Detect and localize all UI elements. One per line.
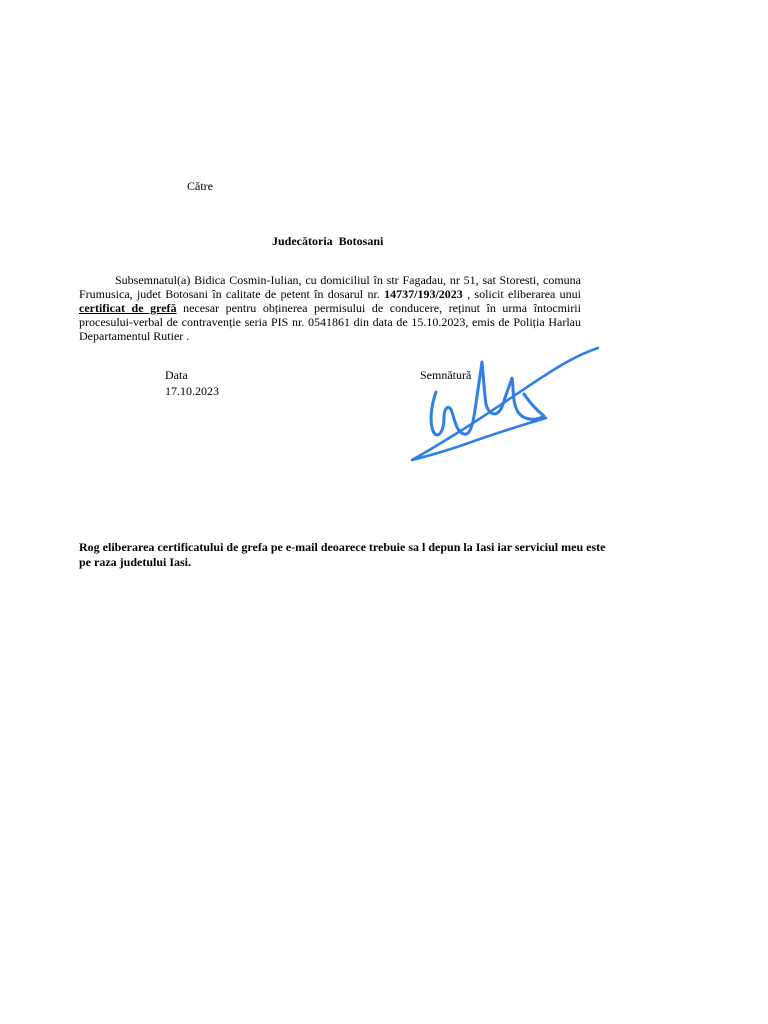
request-paragraph [79, 273, 581, 343]
certificate-term: certificat de grefă [79, 301, 177, 316]
body-text-reason: necesar pentru obținerea permisului de conducere, reținut în urma întocmirii procesului-verbal de contravenție seria PIS nr. 0541861 din data de 15.10.2023, emis de Poliția Harlau Departamentul Rutier . [79, 301, 581, 344]
case-number: 14737/193/2023 [384, 287, 463, 302]
request-note: Rog eliberarea certificatului de grefa pe e-mail deoarece trebuie sa l depun la Iasi iar serviciul meu este pe raza judetului Iasi. [79, 540, 606, 569]
body-text-intro: Subsemnatul(a) Bidica Cosmin-Iulian, cu domiciliul în str Fagadau, nr 51, sat Storesti, comuna Frumusica, judet Botosani în calitate de petent în dosarul nr. [79, 273, 581, 302]
date-label: Data [165, 368, 188, 382]
body-text-request: , solicit eliberarea unui [462, 287, 582, 302]
court-name: Judecătoria Botosani [272, 234, 384, 248]
date-value: 17.10.2023 [165, 384, 219, 398]
signature-stroke-underline [412, 348, 598, 460]
signature-strokes [412, 348, 598, 460]
recipient-label: Către [187, 179, 213, 193]
handwritten-signature [400, 340, 610, 470]
signature-label: Semnătură [420, 368, 472, 382]
